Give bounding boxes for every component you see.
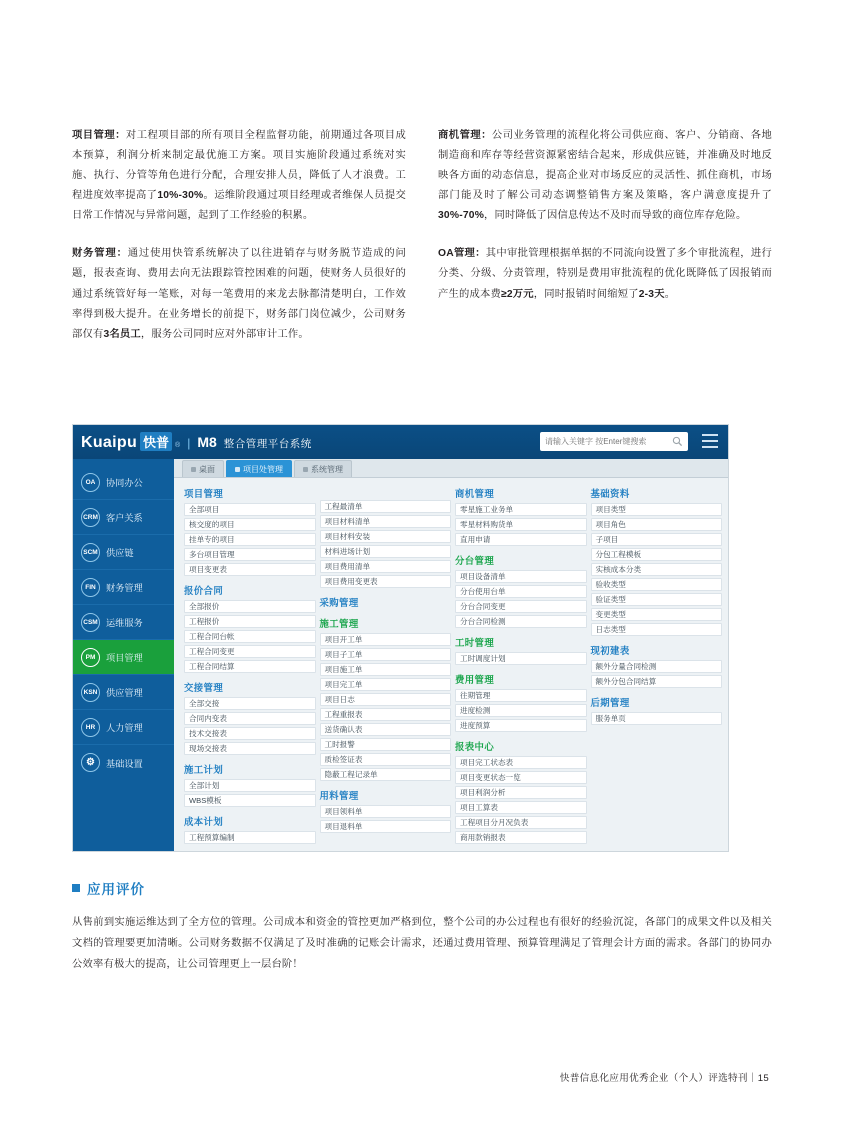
paragraph-oa-management: [438, 244, 772, 304]
paragraph-text: 其中审批管理根据单据的不同流向设置了多个审批流程，进行分类、分级、分责管理，特别是费用审批流程的优化既降低了因报销而产生的成本费: [438, 248, 772, 300]
menu-item[interactable]: 项目材料清单: [320, 515, 452, 528]
page-footer: 快普信息化应用优秀企业（个人）评选特刊｜15: [559, 1073, 769, 1084]
menu-item[interactable]: 工程重报表: [320, 708, 452, 721]
menu-group-cost-plan: [184, 814, 316, 844]
sidebar-item-supply[interactable]: [73, 675, 174, 710]
menu-item[interactable]: 隐蔽工程记录单: [320, 768, 452, 781]
menu-group-title: 费用管理: [455, 674, 495, 685]
sidebar-item-scm[interactable]: [73, 535, 174, 570]
menu-item[interactable]: 变更类型: [591, 608, 723, 621]
menu-item[interactable]: 项目费用清单: [320, 560, 452, 573]
logo-product: M8: [197, 434, 217, 450]
menu-item[interactable]: 项目材料安装: [320, 530, 452, 543]
menu-group-subcontract: [591, 643, 723, 688]
search-box[interactable]: [540, 432, 688, 451]
menu-item[interactable]: 项目子工单: [320, 648, 452, 661]
hamburger-icon[interactable]: [702, 434, 718, 448]
menu-item[interactable]: 工程合同结算: [184, 660, 316, 673]
menu-item[interactable]: 现场交接表: [184, 742, 316, 755]
menu-item[interactable]: 项目工算表: [455, 801, 587, 814]
sidebar-item-service[interactable]: [73, 605, 174, 640]
paragraph-label: 项目管理：: [72, 130, 126, 141]
crm-badge-icon: CRM: [81, 508, 100, 527]
section-header-evaluation: [72, 878, 145, 898]
paragraph-highlight-2: 2-3天: [638, 288, 665, 300]
csm-badge-icon: CSM: [81, 613, 100, 632]
menu-item[interactable]: 全部项目: [184, 503, 316, 516]
left-column: [72, 126, 406, 363]
menu-item[interactable]: 项目设备清单: [455, 570, 587, 583]
menu-item[interactable]: 服务单页: [591, 712, 723, 725]
menu-column-1: [184, 486, 316, 845]
app-content: [174, 459, 728, 851]
menu-group-purchasing: [320, 595, 452, 609]
logo-separator: |: [187, 436, 191, 450]
tab-dot-icon: [191, 467, 196, 472]
menu-group-title: 用料管理: [319, 790, 359, 801]
search-input[interactable]: [545, 437, 672, 446]
menu-item[interactable]: 技术交接表: [184, 727, 316, 740]
menu-group-construction-plan: [184, 762, 316, 807]
paragraph-text-2: ，同时降低了因信息传达不及时而导致的商位库存危险。: [484, 210, 747, 222]
menu-group-post-service: [591, 695, 723, 725]
tab-desktop[interactable]: [182, 460, 224, 477]
app-logo: [81, 432, 312, 452]
menu-group-title: 施工管理: [319, 618, 359, 629]
menu-group-worktime: [455, 635, 587, 665]
paragraph-text-3: 。: [664, 288, 676, 300]
menu-item[interactable]: 送货确认表: [320, 723, 452, 736]
tab-bar: [174, 459, 728, 478]
menu-item[interactable]: 分包工程模板: [591, 548, 723, 561]
menu-group-title: 工时管理: [455, 637, 495, 648]
paragraph-project-management: [72, 126, 406, 226]
paragraph-opportunity-management: [438, 126, 772, 226]
menu-item[interactable]: 项目变更表: [184, 563, 316, 576]
menu-group-title: 现初建表: [590, 645, 630, 656]
logo-registered-mark: ®: [175, 442, 181, 449]
menu-item[interactable]: 项目费用变更表: [320, 575, 452, 588]
menu-item[interactable]: 材料进场计划: [320, 545, 452, 558]
sidebar-item-label: 供应链: [106, 548, 134, 558]
app-sidebar: [73, 459, 174, 851]
sidebar-item-finance[interactable]: [73, 570, 174, 605]
menu-group-title: 商机管理: [455, 488, 495, 499]
paragraph-label: 财务管理：: [72, 248, 128, 260]
menu-item[interactable]: 全部交接: [184, 697, 316, 710]
menu-group-project: [184, 486, 316, 576]
menu-item[interactable]: 项目日志: [320, 693, 452, 706]
menu-group-bill-of-materials: [320, 486, 452, 588]
menu-group-title: 基础资料: [590, 488, 630, 499]
search-icon[interactable]: [672, 436, 683, 447]
hamburger-line: [702, 440, 718, 442]
sidebar-item-project[interactable]: [73, 640, 174, 675]
scm-badge-icon: SCM: [81, 543, 100, 562]
oa-badge-icon: OA: [81, 473, 100, 492]
menu-item[interactable]: 多台项目管理: [184, 548, 316, 561]
menu-item[interactable]: 工时调度计划: [455, 652, 587, 665]
menu-group-reports: [455, 739, 587, 844]
menu-item[interactable]: 往期管理: [455, 689, 587, 702]
paragraph-text: 对工程项目部的所有项目全程监督功能，前期通过各项目成本预算，利润分析来制定最优施工方案。项目实施阶段通过系统对实施、执行、分管等角色进行分配，合理安排人员，降低了人才浪费。工程进度效率提高了: [72, 130, 407, 202]
sidebar-item-label: 协同办公: [106, 478, 143, 488]
menu-group-opportunity: [455, 486, 587, 546]
paragraph-label: OA管理：: [438, 248, 486, 260]
menu-group-handover: [184, 680, 316, 755]
menu-group-title: 后期管理: [590, 697, 630, 708]
menu-item[interactable]: 项目完工状态表: [455, 756, 587, 769]
menu-group-title: 成本计划: [184, 816, 224, 827]
menu-item[interactable]: 项目变更状态一览: [455, 771, 587, 784]
menu-item[interactable]: WBS模板: [184, 794, 316, 807]
menu-group-title: 采购管理: [319, 597, 359, 608]
sidebar-item-oa[interactable]: [73, 465, 174, 500]
menu-item[interactable]: 工时报警: [320, 738, 452, 751]
app-screenshot: [72, 424, 729, 852]
menu-group-construction: [320, 616, 452, 781]
right-column: [438, 126, 772, 363]
tab-dot-icon: [303, 467, 308, 472]
menu-item[interactable]: 分台使用台单: [455, 585, 587, 598]
menu-item[interactable]: 项目角色: [591, 518, 723, 531]
menu-group-expense: [455, 672, 587, 732]
tab-label: 系统管理: [311, 465, 343, 474]
section-title: 应用评价: [87, 882, 145, 897]
menu-item[interactable]: 工程合同变更: [184, 645, 316, 658]
sidebar-item-crm[interactable]: [73, 500, 174, 535]
paragraph-label: 商机管理：: [438, 130, 492, 141]
menu-group-title: 项目管理: [184, 488, 224, 499]
hamburger-line: [702, 446, 718, 448]
menu-item[interactable]: 进度预算: [455, 719, 587, 732]
sidebar-item-settings[interactable]: [73, 745, 174, 780]
paragraph-text-2: ，服务公司同时应对外部审计工作。: [140, 328, 309, 340]
tab-project-management[interactable]: [226, 460, 292, 477]
logo-latin: Kuaipu: [81, 434, 138, 451]
paragraph-highlight: 10%-30%: [157, 190, 204, 202]
sidebar-item-label: 人力管理: [106, 723, 143, 733]
menu-item[interactable]: 日志类型: [591, 623, 723, 636]
menu-item[interactable]: 工程合同台帐: [184, 630, 316, 643]
menu-item[interactable]: 项目退料单: [320, 820, 452, 833]
menu-item[interactable]: 工程预算编制: [184, 831, 316, 844]
menu-item[interactable]: 验证类型: [591, 593, 723, 606]
menu-column-4: [591, 486, 723, 845]
paragraph-text: 通过使用快管系统解决了以往进销存与财务脱节造成的问题，报表查询、费用去向无法跟踪管控困难的问题，使财务人员很好的通过系统管好每一笔账，对每一笔费用的来龙去脉都清楚明白，工作效率得到极大提升。在业务增长的前提下，财务部门岗位减少，公司财务部仅有: [72, 248, 407, 340]
menu-item[interactable]: 项目类型: [591, 503, 723, 516]
sidebar-item-label: 运维服务: [106, 618, 143, 628]
menu-item[interactable]: 分台合同检测: [455, 615, 587, 628]
app-body: [73, 459, 728, 851]
hr-badge-icon: HR: [81, 718, 100, 737]
app-header: [73, 425, 728, 459]
ksn-badge-icon: KSN: [81, 683, 100, 702]
menu-item[interactable]: 项目完工单: [320, 678, 452, 691]
paragraph-text-2: ，同时报销时间缩短了: [533, 288, 639, 300]
paragraph-finance-management: [72, 244, 406, 344]
tab-label: 桌面: [199, 465, 215, 474]
menu-item[interactable]: 零星施工业务单: [455, 503, 587, 516]
tab-dot-icon: [235, 467, 240, 472]
menu-item[interactable]: 挂单专的项目: [184, 533, 316, 546]
menu-group-platform: [455, 553, 587, 628]
menu-item[interactable]: 项目施工单: [320, 663, 452, 676]
logo-system-name: 整合管理平台系统: [223, 438, 312, 450]
menu-group-title: 交接管理: [184, 682, 224, 693]
tab-system-management[interactable]: [294, 460, 352, 477]
sidebar-item-label: 客户关系: [106, 513, 143, 523]
menu-group-title: 报价合同: [184, 585, 224, 596]
logo-chinese: 快普: [140, 432, 172, 451]
fin-badge-icon: FIN: [81, 578, 100, 597]
menu-group-quote-contract: [184, 583, 316, 673]
menu-column-2: [320, 486, 452, 845]
menu-item[interactable]: 工程最清单: [320, 500, 452, 513]
sidebar-item-label: 项目管理: [106, 653, 143, 663]
section-body-evaluation: 从售前到实施运维达到了全方位的管理。公司成本和资金的管控更加严格到位，整个公司的办公过程也有很好的经验沉淀，各部门的成果文件以及相关文档的管理要更加清晰。公司财务数据不仅满足了及时准确的记账会计需求，还通过费用管理、预算管理满足了管理会计方面的需求。各部门的协同办公效率有极大的提高，让公司管理更上一层台阶！: [72, 917, 772, 971]
sidebar-item-label: 基础设置: [106, 758, 143, 769]
paragraph-highlight: 30%-70%: [438, 210, 485, 222]
bullet-square-icon: [72, 884, 80, 892]
menu-item[interactable]: 额外分量合同检测: [591, 660, 723, 673]
menu-item[interactable]: 核交度的项目: [184, 518, 316, 531]
paragraph-text-2: 。运维阶段通过项目经理或者维保人员提交日常工作情况与异常问题，起到了工作经验的积累。: [72, 190, 406, 222]
paragraph-highlight: 3名员工: [103, 328, 141, 340]
menu-item[interactable]: 全部计划: [184, 779, 316, 792]
menu-item[interactable]: 实核成本分类: [591, 563, 723, 576]
menu-item[interactable]: 项目领料单: [320, 805, 452, 818]
menu-item[interactable]: 工程项目分月况负表: [455, 816, 587, 829]
menu-item[interactable]: 零星材料购货单: [455, 518, 587, 531]
tab-label: 项目处管理: [243, 465, 283, 474]
paragraph-text: 公司业务管理的流程化将公司供应商、客户、分销商、各地制造商和库存等经营资源紧密结合起来，形成供应链，并准确及时地反映各方面的动态信息，提高企业对市场反应的灵活性、抓住商机，市场部门能及时了解公司动态调整销售方案及策略，客户满意度提升了: [438, 130, 773, 202]
hamburger-line: [702, 434, 718, 436]
menu-item[interactable]: 分台合同变更: [455, 600, 587, 613]
sidebar-item-label: 财务管理: [106, 583, 143, 593]
menu-item[interactable]: 项目开工单: [320, 633, 452, 646]
gear-icon: ⚙: [81, 753, 100, 772]
menu-item[interactable]: 直用申请: [455, 533, 587, 546]
pm-badge-icon: PM: [81, 648, 100, 667]
menu-item[interactable]: 工程报价: [184, 615, 316, 628]
menu-group-material-usage: [320, 788, 452, 833]
menu-group-title: 报表中心: [455, 741, 495, 752]
menu-item[interactable]: 商用款销报表: [455, 831, 587, 844]
menu-group-title: 施工计划: [184, 764, 224, 775]
menu-item[interactable]: 进度检测: [455, 704, 587, 717]
sidebar-item-label: 供应管理: [106, 688, 143, 698]
article-columns: [72, 126, 772, 363]
menu-item[interactable]: 项目利润分析: [455, 786, 587, 799]
paragraph-highlight: ≥2万元: [500, 288, 534, 300]
menu-group-title: 分台管理: [455, 555, 495, 566]
menu-item[interactable]: 全部报价: [184, 600, 316, 613]
menu-grid: [174, 478, 728, 851]
menu-item[interactable]: 质检签证表: [320, 753, 452, 766]
menu-group-basic-data: [591, 486, 723, 636]
sidebar-item-hr[interactable]: [73, 710, 174, 745]
menu-item[interactable]: 子项目: [591, 533, 723, 546]
menu-column-3: [455, 486, 587, 845]
menu-item[interactable]: 额外分包合同结算: [591, 675, 723, 688]
menu-item[interactable]: 验收类型: [591, 578, 723, 591]
menu-item[interactable]: 合同内变表: [184, 712, 316, 725]
